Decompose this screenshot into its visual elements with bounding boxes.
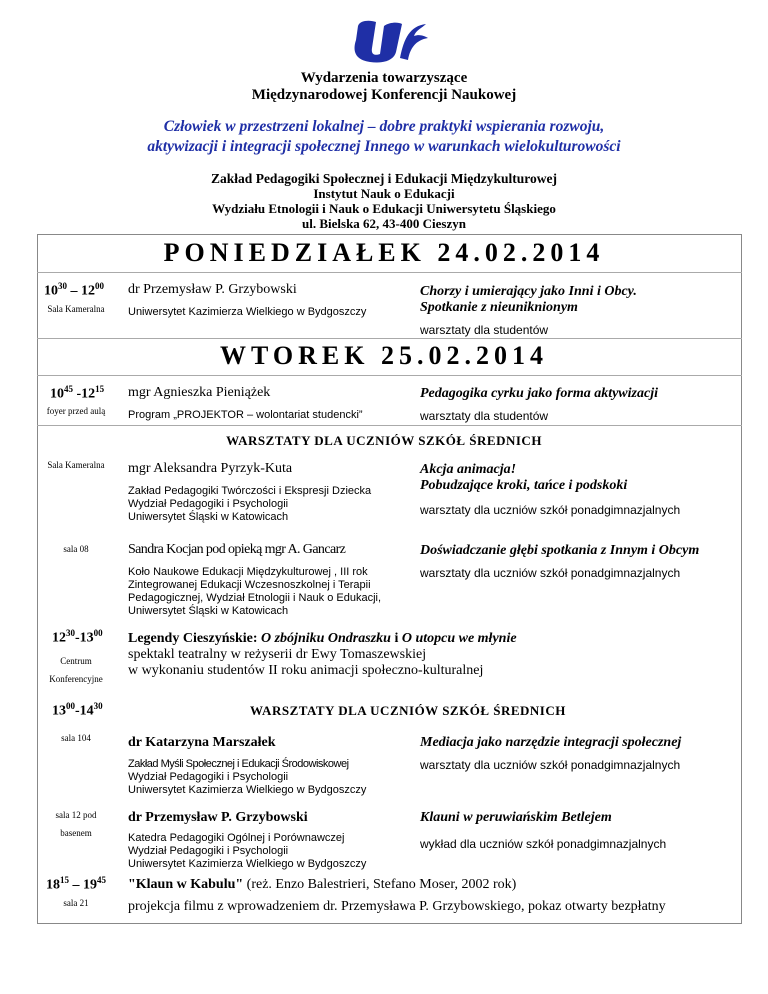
speaker-name: dr Katarzyna Marszałek — [128, 735, 276, 750]
room-label: sala 12 pod basenem — [55, 810, 97, 838]
speaker-affiliation: Katedra Pedagogiki Ogólnej i Porównawczej Wydział Pedagogiki i Psychologii Uniwersytet Kazimierza Wielkiego w Bydgoszczy — [128, 832, 367, 870]
divider — [37, 425, 742, 426]
conference-title: Człowiek w przestrzeni lokalnej – dobre praktyki wspierania rozwoju, aktywizacji i integracji społecznej Innego w warunkach wielokulturowości — [147, 118, 621, 155]
event-time: $10^{45}$ $-12^{15}$ — [50, 384, 105, 402]
room-label: Centrum Konferencyjne — [49, 656, 103, 684]
speaker-affiliation: Zakład Pedagogiki Twórczości i Ekspresji Dziecka Wydział Pedagogiki i Psychologii Uniwersytet Śląski w Katowicach — [128, 485, 372, 523]
speaker-name: mgr Agnieszka Pieniążek — [128, 385, 271, 400]
event-title: Mediacja jako narzędzie integracji społecznej — [420, 735, 682, 750]
event-title: Pedagogika cyrku jako forma aktywizacji — [420, 386, 658, 401]
event-note: warsztaty dla studentów — [420, 323, 549, 337]
event-description: Legendy Cieszyńskie: O zbójniku Ondraszku i O utopcu we młynie spektakl teatralny w reżyserii dr Ewy Tomaszewskiej w wykonaniu studentów II roku animacji społeczno-kulturalnej — [128, 631, 517, 678]
event-title: Doświadczanie głębi spotkania z Innym i Obcym — [420, 543, 700, 558]
day-heading-tuesday: WTOREK 25.02.2014 — [220, 341, 548, 370]
speaker-affiliation: Koło Naukowe Edukacji Międzykulturowej , III rok Zintegrowanej Edukacji Wczesnoszkolnej i Terapii Pedagogicznej, Wydział Etnologii i Nauk o Edukacji, Uniwersytet Śląski w Katowicach — [128, 566, 382, 617]
event-note: warsztaty dla uczniów szkół ponadgimnazjalnych — [420, 758, 681, 772]
speaker-name: dr Przemysław P. Grzybowski — [128, 810, 308, 825]
room-label: sala 104 — [61, 733, 91, 743]
day-heading-monday: PONIEDZIAŁEK 24.02.2014 — [163, 238, 605, 267]
room-label: Sala Kameralna — [47, 460, 105, 470]
room-label: sala 08 — [63, 544, 89, 554]
event-title: Chorzy i umierający jako Inni i Obcy. Spotkanie z nieuniknionym — [420, 284, 637, 315]
event-time: $10^{30} - 12^{00}$ — [44, 281, 104, 299]
event-title: Akcja animacja! Pobudzające kroki, tańce i podskoki — [420, 462, 628, 493]
speaker-affiliation: Uniwersytet Kazimierza Wielkiego w Bydgoszczy — [128, 306, 367, 318]
room-label: Sala Kameralna — [47, 304, 105, 314]
divider — [37, 338, 742, 339]
event-note: warsztaty dla uczniów szkół ponadgimnazjalnych — [420, 503, 681, 517]
divider — [37, 375, 742, 376]
divider — [37, 272, 742, 273]
room-label: foyer przed aulą — [46, 406, 106, 416]
section-heading: WARSZTATY DLA UCZNIÓW SZKÓŁ ŚREDNICH — [250, 703, 566, 718]
header-title: Wydarzenia towarzyszące Międzynarodowej Konferencji Naukowej — [251, 70, 517, 103]
event-note: wykład dla uczniów szkół ponadgimnazjalnych — [420, 837, 667, 851]
speaker-affiliation: Program „PROJEKTOR – wolontariat studencki” — [128, 409, 363, 421]
event-time: $12^{30}-13^{00}$ — [52, 628, 103, 646]
event-time: $13^{00}-14^{30}$ — [52, 701, 103, 719]
us-university-logo — [350, 18, 430, 64]
speaker-name: dr Przemysław P. Grzybowski — [128, 282, 297, 297]
event-time: $18^{15} - 19^{45}$ — [46, 875, 106, 893]
speaker-name: Sandra Kocjan pod opieką mgr A. Gancarz — [128, 542, 346, 557]
organizer: Zakład Pedagogiki Społecznej i Edukacji Międzykulturowej Instytut Nauk o Edukacji Wydziału Etnologii i Nauk o Edukacji Uniwersytetu Śląskiego ul. Bielska 62, 43-400 Cieszyn — [211, 171, 557, 231]
section-heading: WARSZTATY DLA UCZNIÓW SZKÓŁ ŚREDNICH — [226, 433, 542, 448]
event-title: Klauni w peruwiańskim Betlejem — [420, 810, 612, 825]
event-description: "Klaun w Kabulu" (reż. Enzo Balestrieri, Stefano Moser, 2002 rok) projekcja filmu z wprowadzeniem dr. Przemysława P. Grzybowskiego, pokaz otwarty bezpłatny — [128, 877, 666, 914]
speaker-name: mgr Aleksandra Pyrzyk-Kuta — [128, 461, 293, 476]
room-label: sala 21 — [63, 898, 89, 908]
event-note: warsztaty dla studentów — [420, 409, 549, 423]
event-note: warsztaty dla uczniów szkół ponadgimnazjalnych — [420, 566, 681, 580]
speaker-affiliation: Zakład Myśli Społecznej i Edukacji Środowiskowej Wydział Pedagogiki i Psychologii Uniwersytet Kazimierza Wielkiego w Bydgoszczy — [128, 758, 367, 796]
